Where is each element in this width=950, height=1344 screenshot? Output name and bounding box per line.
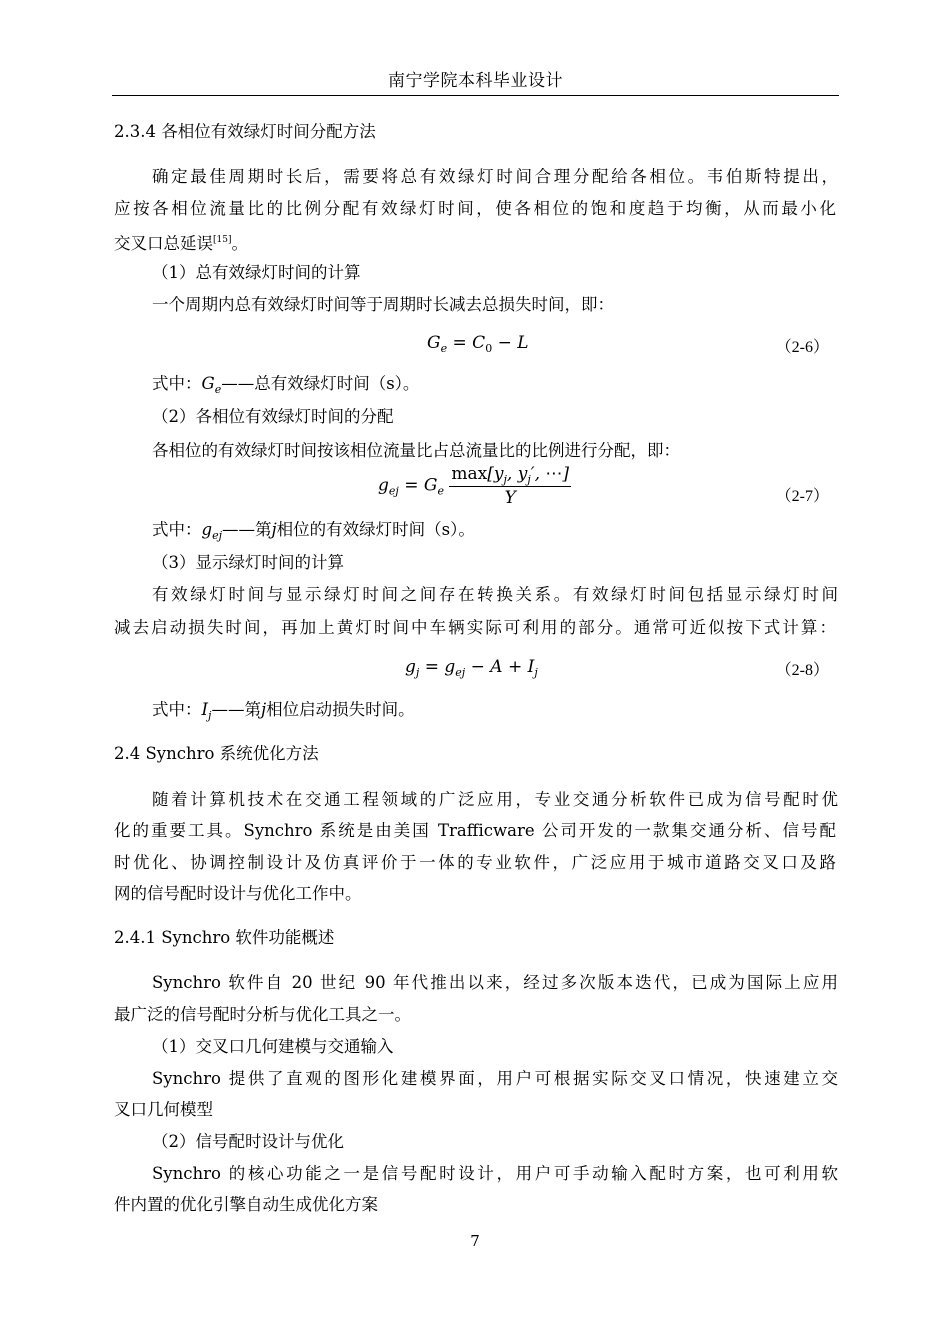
note-prefix: 式中： [152, 700, 202, 719]
paragraph-line: 应按各相位流量比的比例分配有效绿灯时间，使各相位的饱和度趋于均衡，从而最小化 [114, 199, 836, 218]
math-symbol: $G_e$ [201, 374, 222, 396]
note-prefix: 式中： [152, 520, 202, 539]
list-item-heading: （1）交叉口几何建模与交通输入 [152, 1037, 394, 1056]
paragraph-line: Synchro 提供了直观的图形化建模界面，用户可根据实际交叉口情况，快速建立交 [152, 1069, 838, 1088]
note-text: ——第 [211, 700, 261, 719]
paragraph-line [114, 229, 248, 255]
paragraph-line: 化的重要工具。Synchro 系统是由美国 Trafficware 公司开发的一款集交通分析、信号配 [114, 821, 836, 840]
paragraph-line: Synchro 软件自 20 世纪 90 年代推出以来，经过多次版本迭代，已成为国际上应用 [152, 973, 838, 992]
section-heading-2-4-1: 2.4.1 Synchro 软件功能概述 [114, 928, 335, 947]
equation-number: （2-8） [775, 662, 829, 679]
math-symbol: j [260, 700, 267, 719]
equation-note [152, 699, 415, 721]
list-item-heading: （2）信号配时设计与优化 [152, 1132, 344, 1151]
section-heading-2-3-4: 2.3.4 各相位有效绿灯时间分配方法 [114, 122, 376, 141]
note-prefix: 式中： [152, 374, 202, 393]
paragraph-line: 有效绿灯时间与显示绿灯时间之间存在转换关系。有效绿灯时间包括显示绿灯时间 [152, 585, 838, 604]
list-item-heading: （1）总有效绿灯时间的计算 [152, 263, 361, 282]
header-divider [112, 95, 839, 96]
math-symbol: $I_j$ [201, 700, 212, 722]
note-text: 相位的有效绿灯时间（s）。 [276, 520, 475, 539]
equation-number: （2-7） [775, 488, 829, 505]
list-item-heading: （3）显示绿灯时间的计算 [152, 553, 344, 572]
equation-note [152, 373, 419, 395]
citation-reference[interactable]: [15] [213, 235, 232, 245]
page-header: 南宁学院本科毕业设计 [388, 71, 563, 91]
paragraph-line: 一个周期内总有效绿灯时间等于周期时长减去总损失时间，即： [152, 295, 614, 314]
note-text: ——总有效绿灯时间（s）。 [221, 374, 420, 393]
paragraph-line: 件内置的优化引擎自动生成优化方案 [114, 1195, 378, 1214]
equation-2-6: $G_e = C_0 - L$ [427, 333, 529, 355]
page-number: 7 [470, 1232, 480, 1250]
note-text: 相位启动损失时间。 [266, 700, 415, 719]
list-item-heading: （2）各相位有效绿灯时间的分配 [152, 407, 394, 426]
section-heading-2-4: 2.4 Synchro 系统优化方法 [114, 744, 319, 763]
paragraph-line: 最广泛的信号配时分析与优化工具之一。 [114, 1005, 411, 1024]
equation-note [152, 519, 475, 541]
equation-2-8: $g_j = g_{ej} - A + I_j$ [405, 657, 538, 679]
math-symbol: $g_{ej}$ [201, 520, 222, 542]
paragraph-line: 叉口几何模型 [114, 1100, 213, 1119]
equation-2-7: $g_{ej} = G_e$ $\frac{\max[y_j, y_j', \cdots]}{Y}$ [378, 464, 570, 508]
paragraph-text: 。 [231, 234, 248, 253]
paragraph-line: 确定最佳周期时长后，需要将总有效绿灯时间合理分配给各相位。韦伯斯特提出， [152, 167, 838, 186]
paragraph-line: 减去启动损失时间，再加上黄灯时间中车辆实际可利用的部分。通常可近似按下式计算： [114, 618, 836, 637]
paragraph-line: 网的信号配时设计与优化工作中。 [114, 884, 362, 903]
paragraph-line: 各相位的有效绿灯时间按该相位流量比占总流量比的比例进行分配，即： [152, 441, 680, 460]
math-symbol: j [271, 520, 277, 539]
note-text: ——第 [221, 520, 272, 539]
paragraph-text: 交叉口总延误 [114, 234, 213, 253]
paragraph-line: 时优化、协调控制设计及仿真评价于一体的专业软件，广泛应用于城市道路交叉口及路 [114, 853, 836, 872]
paragraph-line: 随着计算机技术在交通工程领域的广泛应用，专业交通分析软件已成为信号配时优 [152, 790, 838, 809]
equation-number: （2-6） [775, 339, 829, 356]
paragraph-line: Synchro 的核心功能之一是信号配时设计，用户可手动输入配时方案，也可利用软 [152, 1164, 838, 1183]
